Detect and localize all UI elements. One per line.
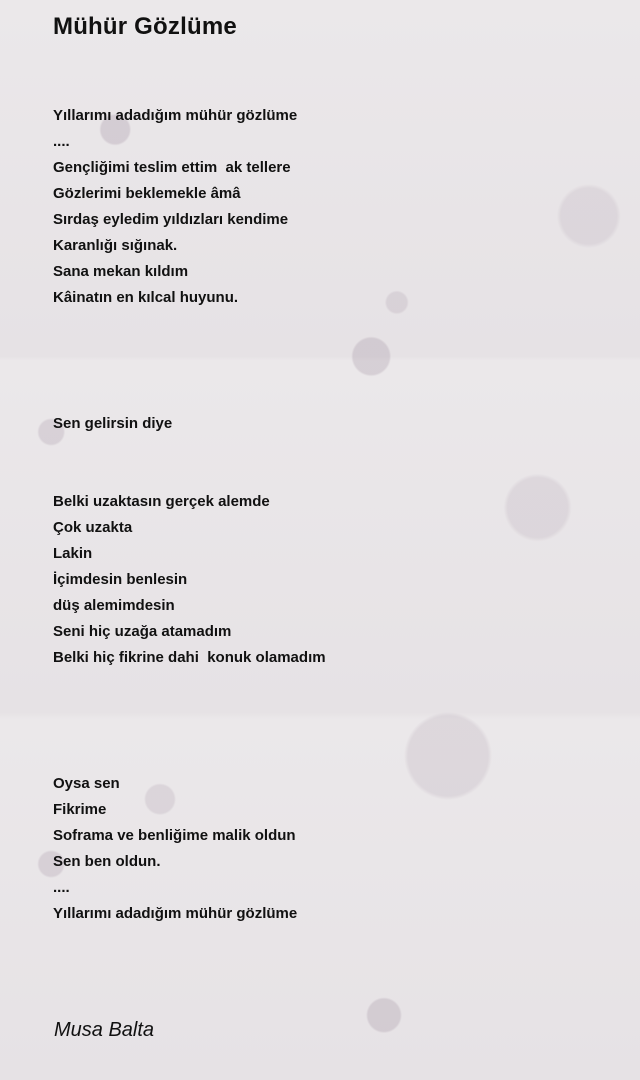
- poem-line: Oysa sen: [53, 775, 120, 792]
- poem-line: Sen gelirsin diye: [53, 415, 173, 432]
- poem-line: Belki uzaktasın gerçek alemde: [53, 493, 270, 510]
- poem-line: Soframa ve benliğime malik oldun: [53, 827, 296, 844]
- poem-title: Mühür Gözlüme: [53, 13, 237, 40]
- stanza-3: [53, 489, 326, 671]
- poem-line: Sırdaş eyledim yıldızları kendime: [53, 211, 289, 228]
- poem-line: ....: [53, 133, 70, 150]
- poem-line: Yıllarımı adadığım mühür gözlüme: [53, 905, 298, 922]
- poem-line: ....: [53, 879, 70, 896]
- poem-line: Karanlığı sığınak.: [53, 237, 178, 254]
- poem-line: Sana mekan kıldım: [53, 263, 189, 280]
- poem-line: Belki hiç fikrine dahi konuk olamadım: [53, 649, 326, 666]
- poem-line: Kâinatın en kılcal huyunu.: [53, 289, 239, 306]
- poem-line: Gençliğimi teslim ettim ak tellere: [53, 159, 291, 176]
- poem-line: İçimdesin benlesin: [53, 571, 188, 588]
- poem-line: Sen ben oldun.: [53, 853, 161, 870]
- poem-line: Lakin: [53, 545, 93, 562]
- poem-author: Musa Balta: [54, 1019, 155, 1041]
- stanza-4: [53, 771, 297, 927]
- stanza-1: [53, 103, 297, 311]
- poem-line: Yıllarımı adadığım mühür gözlüme: [53, 107, 298, 124]
- poem-line: düş alemimdesin: [53, 597, 175, 614]
- poem-line: Gözlerimi beklemekle âmâ: [53, 185, 241, 202]
- stanza-2: [53, 411, 172, 437]
- poem-line: Çok uzakta: [53, 519, 133, 536]
- poem-line: Fikrime: [53, 801, 107, 818]
- poem-line: Seni hiç uzağa atamadım: [53, 623, 232, 640]
